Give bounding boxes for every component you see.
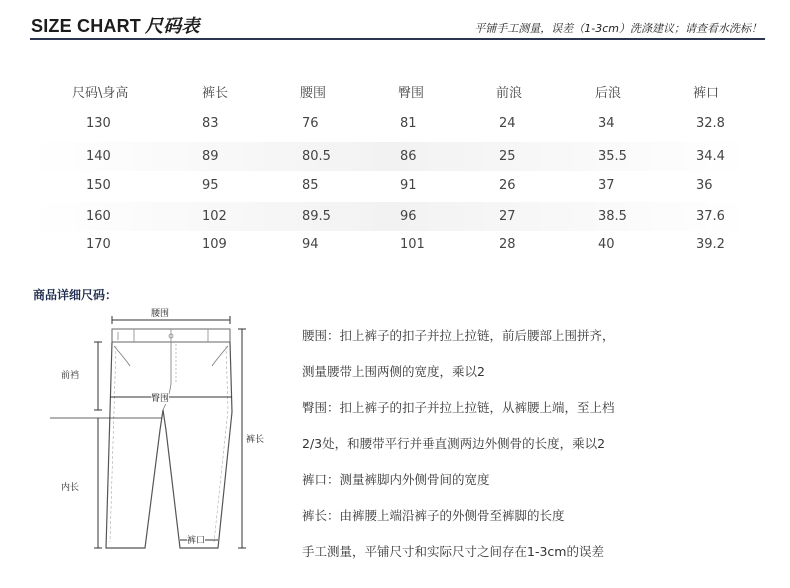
front-rise-label: 前裆 [61, 371, 80, 381]
column-header: 后浪 [595, 86, 622, 101]
table-row [30, 202, 752, 231]
waist-description: 腰围：扣上裤子的扣子并拉上拉链，前后腰部上围拼齐， [302, 328, 615, 343]
table-cell: 25 [499, 149, 516, 164]
table-cell: 160 [86, 209, 111, 224]
length-description: 裤长：由裤腰上端沿裤子的外侧骨至裤脚的长度 [302, 508, 565, 523]
waist-label: 腰围 [151, 309, 170, 319]
table-cell: 96 [400, 209, 417, 224]
table-cell: 37.6 [696, 209, 725, 224]
table-cell: 34 [598, 116, 615, 131]
hip-description: 臀围：扣上裤子的扣子并拉上拉链，从裤腰上端，至上档 [302, 400, 615, 415]
leg-opening-description: 裤口：测量裤脚内外侧骨间的宽度 [302, 472, 490, 487]
leg-opening-label: 裤口 [187, 533, 205, 546]
table-cell: 81 [400, 116, 417, 131]
table-cell: 109 [202, 237, 227, 252]
column-header: 臀围 [398, 86, 425, 101]
header-divider [30, 38, 765, 40]
table-cell: 27 [499, 209, 516, 224]
table-cell: 39.2 [696, 237, 725, 252]
column-header: 腰围 [300, 86, 327, 101]
column-header: 裤长 [202, 86, 229, 101]
table-cell: 170 [86, 237, 111, 252]
table-cell: 26 [499, 178, 516, 193]
inseam-label: 内长 [61, 483, 80, 493]
table-cell: 130 [86, 116, 111, 131]
table-row [30, 237, 752, 266]
table-cell: 36 [696, 178, 713, 193]
table-cell: 95 [202, 178, 219, 193]
detail-section-title: 商品详细尺码： [33, 288, 118, 302]
table-row [30, 116, 752, 145]
table-cell: 94 [302, 237, 319, 252]
table-cell: 86 [400, 149, 417, 164]
table-cell: 24 [499, 116, 516, 131]
waist-description-cont: 测量腰带上围两侧的宽度，乘以2 [302, 364, 485, 379]
brand-en: SIZE CHART [31, 16, 141, 36]
pants-outline [50, 302, 270, 582]
column-header: 裤口 [693, 86, 720, 101]
table-cell: 83 [202, 116, 219, 131]
table-cell: 40 [598, 237, 615, 252]
measurement-disclaimer: 手工测量，平铺尺寸和实际尺寸之间存在1-3cm的误差 [302, 544, 604, 559]
table-cell: 34.4 [696, 149, 725, 164]
table-cell: 89 [202, 149, 219, 164]
table-cell: 150 [86, 178, 111, 193]
column-header: 尺码\身高 [72, 86, 129, 101]
pants-diagram [50, 302, 270, 582]
table-cell: 38.5 [598, 209, 627, 224]
table-cell: 80.5 [302, 149, 331, 164]
table-cell: 37 [598, 178, 615, 193]
table-cell: 89.5 [302, 209, 331, 224]
table-cell: 140 [86, 149, 111, 164]
column-header: 前浪 [496, 86, 523, 101]
table-cell: 28 [499, 237, 516, 252]
hip-description-cont: 2/3处，和腰带平行并垂直测两边外侧骨的长度，乘以2 [302, 436, 606, 451]
length-label: 裤长 [246, 435, 265, 445]
hip-label: 臀围 [151, 391, 169, 404]
table-cell: 85 [302, 178, 319, 193]
measurement-note: 平铺手工测量，误差（1-3cm）洗涤建议；请查看水洗标！ [474, 22, 762, 35]
size-chart-title [31, 12, 200, 38]
table-cell: 76 [302, 116, 319, 131]
table-row [30, 142, 752, 171]
table-cell: 91 [400, 178, 417, 193]
brand-cn: 尺码表 [145, 16, 200, 37]
table-header-row [30, 82, 752, 111]
table-cell: 32.8 [696, 116, 725, 131]
table-cell: 101 [400, 237, 425, 252]
header [0, 0, 790, 42]
table-cell: 35.5 [598, 149, 627, 164]
table-cell: 102 [202, 209, 227, 224]
